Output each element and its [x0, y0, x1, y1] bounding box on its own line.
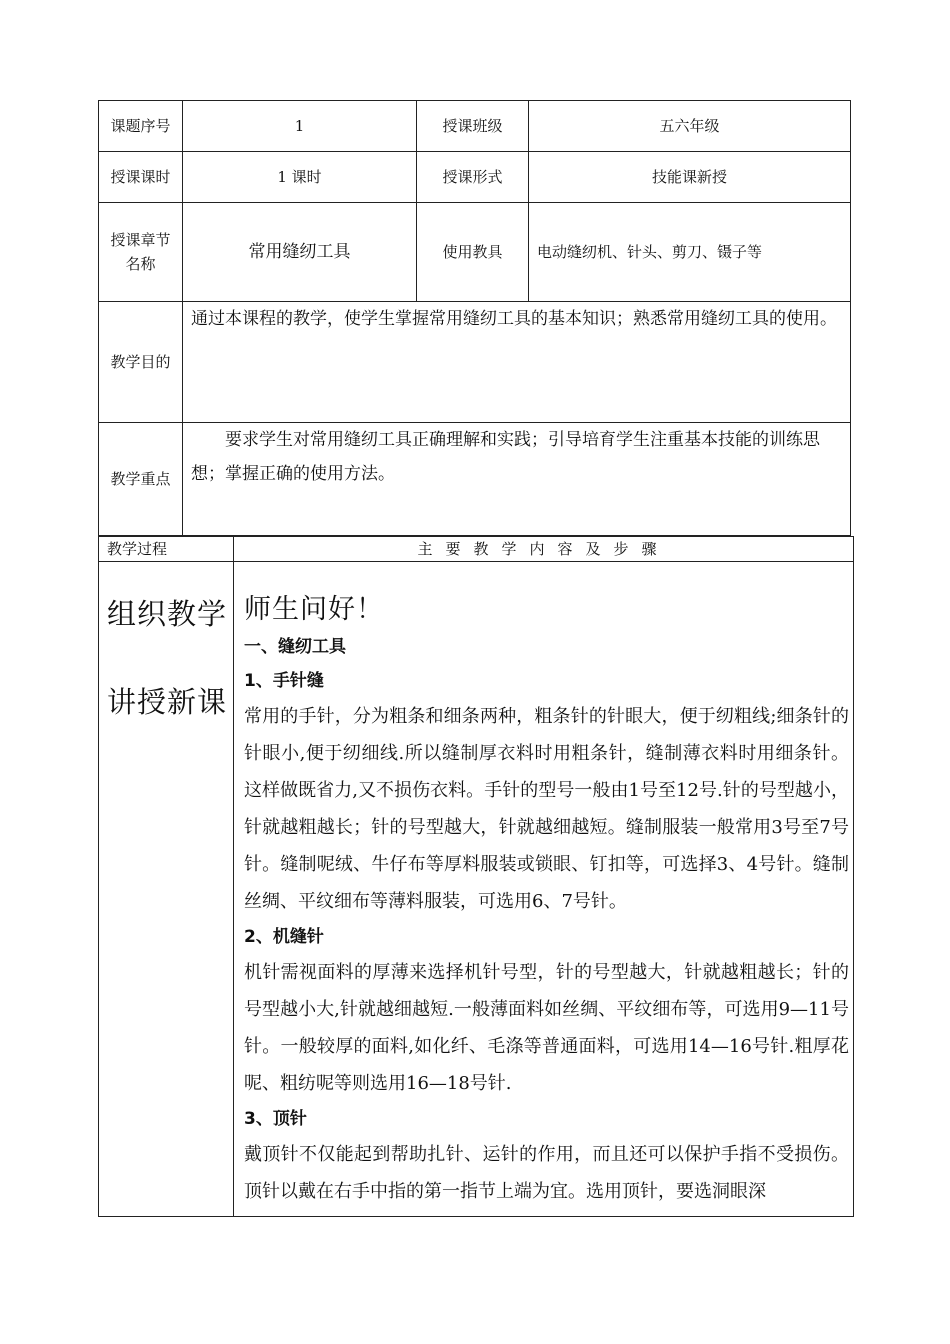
- form-value: 技能课新授: [529, 152, 851, 203]
- greeting-text: 师生问好！: [244, 594, 384, 625]
- chapter-label: 授课章节名称: [99, 203, 183, 302]
- info-row-chapter: [99, 203, 851, 302]
- lesson-info-table: [98, 100, 851, 536]
- focus-text: 要求学生对常用缝纫工具正确理解和实践；引导培育学生注重基本技能的训练思想；掌握正确的使用方法。: [183, 423, 851, 536]
- step-organize: 组织教学: [107, 597, 228, 631]
- process-header-left: 教学过程: [99, 537, 234, 562]
- goal-text: 通过本课程的教学，使学生掌握常用缝纫工具的基本知识；熟悉常用缝纫工具的使用。: [183, 302, 851, 423]
- info-row-goal: [99, 302, 851, 423]
- lesson-number-label: 课题序号: [99, 101, 183, 152]
- item-text-machine-needle: 机针需视面料的厚薄来选择机针号型，针的号型越大，针就越粗越长；针的号型越小大,针就越细越短.一般薄面料如丝绸、平纹细布等，可选用9—11号针。一般较厚的面料,如化纤、毛涤等普通面料，可选用14—16号针.粗厚花呢、粗纺呢等则选用16—18号针.: [244, 962, 849, 1094]
- info-row-lesson: [99, 101, 851, 152]
- item-title-thimble: 3、顶针: [244, 1109, 307, 1129]
- item-text-thimble: 戴顶针不仅能起到帮助扎针、运针的作用，而且还可以保护手指不受损伤。顶针以戴在右手中指的第一指节上端为宜。选用顶针，要选洞眼深: [244, 1144, 849, 1202]
- item-title-hand-needle: 1、手针缝: [244, 671, 324, 691]
- focus-label: 教学重点: [99, 423, 183, 536]
- class-label: 授课班级: [417, 101, 529, 152]
- hours-label: 授课课时: [99, 152, 183, 203]
- step-teach-new: 讲授新课: [107, 685, 228, 719]
- chapter-value: 常用缝纫工具: [183, 203, 417, 302]
- section-title: 一、缝纫工具: [244, 637, 346, 657]
- teaching-process-table: [98, 536, 854, 1217]
- lesson-number-value: 1: [183, 101, 417, 152]
- info-row-hours: [99, 152, 851, 203]
- class-value: 五六年级: [529, 101, 851, 152]
- process-steps-column: [99, 562, 234, 1217]
- process-content-column: [234, 562, 854, 1217]
- info-row-focus: [99, 423, 851, 536]
- item-text-hand-needle: 常用的手针，分为粗条和细条两种，粗条针的针眼大，便于纫粗线;细条针的针眼小,便于纫细线.所以缝制厚衣料时用粗条针，缝制薄衣料时用细条针。这样做既省力,又不损伤衣料。手针的型号一般由1号至12号.针的号型越小，针就越粗越长；针的号型越大，针就越细越短。缝制服装一般常用3号至7号针。缝制呢绒、牛仔布等厚料服装或锁眼、钉扣等，可选择3、4号针。缝制丝绸、平纹细布等薄料服装，可选用6、7号针。: [244, 706, 849, 912]
- hours-value: 1 课时: [183, 152, 417, 203]
- process-header-right: 主要教学内容及步骤: [234, 537, 854, 562]
- process-body-row: [99, 562, 854, 1217]
- tools-label: 使用教具: [417, 203, 529, 302]
- item-title-machine-needle: 2、机缝针: [244, 927, 324, 947]
- goal-label: 教学目的: [99, 302, 183, 423]
- process-header-row: [99, 537, 854, 562]
- form-label: 授课形式: [417, 152, 529, 203]
- tools-value: 电动缝纫机、针头、剪刀、镊子等: [529, 203, 851, 302]
